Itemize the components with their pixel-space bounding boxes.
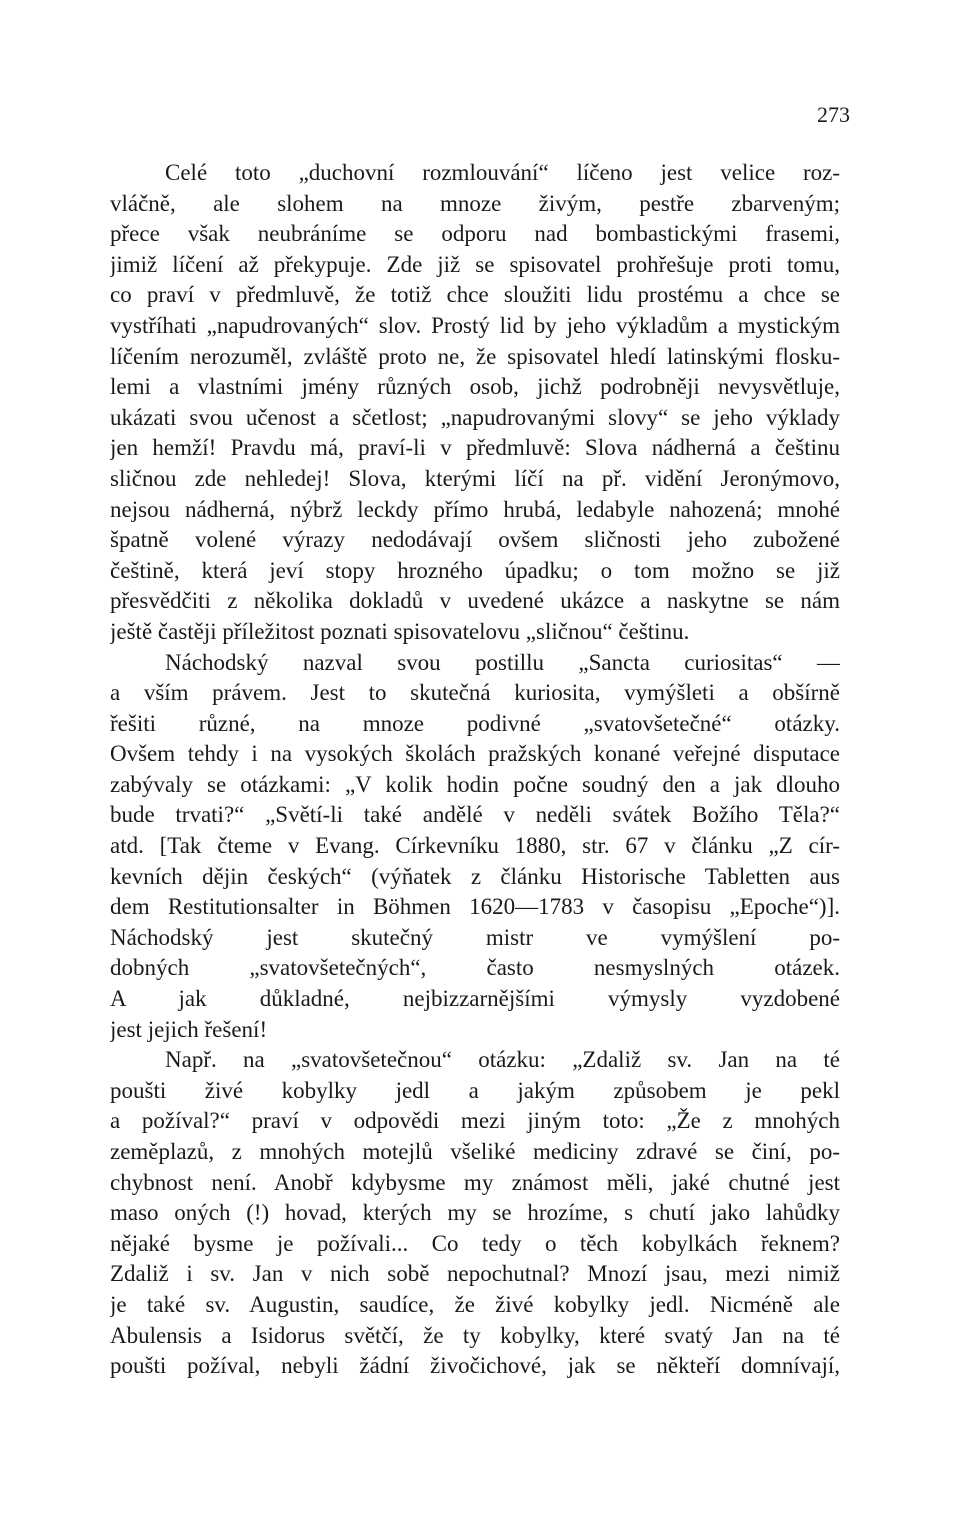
text-line: co praví v předmluvě, že totiž chce sloužiti lidu prostému a chce se xyxy=(110,282,840,308)
text-line: Zdaliž i sv. Jan v nich sobě nepochutnal? Mnozí jsau, mezi nimiž xyxy=(110,1261,840,1287)
text-line: lemi a vlastními jmény různých osob, jichž podrobněji nevysvětluje, xyxy=(110,374,840,400)
text-line: Např. na „svatovšetečnou“ otázku: „Zdaliž sv. Jan na té xyxy=(165,1047,840,1073)
page-number: 273 xyxy=(817,102,850,127)
text-line: líčením nerozuměl, zvláště proto ne, že spisovatel hledí latinskými flosku- xyxy=(110,343,840,369)
text-line: zeměplazů, z mnohých motejlů všeliké mediciny zdravé se činí, po- xyxy=(110,1139,840,1164)
text-line: poušti živé kobylky jedl a jakým způsobem je pekl xyxy=(110,1077,840,1103)
text-line: vláčně, ale slohem na mnoze živým, pestře zbarveným; xyxy=(110,190,840,216)
text-line: je také sv. Augustin, saudíce, že živé kobylky jedl. Nicméně ale xyxy=(110,1291,840,1317)
text-line: špatně volené výrazy nedodávají ovšem sličnosti jeho zubožené xyxy=(110,527,840,553)
text-line: dobných „svatovšetečných“, často nesmyslných otázek. xyxy=(110,955,840,981)
text-line: Celé toto „duchovní rozmlouvání“ líčeno jest velice roz- xyxy=(165,160,840,185)
text-line: přesvědčiti z několika dokladů v uvedené ukázce a naskytne se nám xyxy=(110,588,840,614)
text-line: nejsou nádherná, nýbrž leckdy přímo hrubá, ledabyle nahozená; mnohé xyxy=(110,496,840,522)
text-line: bude trvati?“ „Světí-li také andělé v neděli svátek Božího Těla?“ xyxy=(110,802,840,828)
text-line: přece však neubráníme se odporu nad bombastickými frasemi, xyxy=(110,221,840,247)
text-line: dem Restitutionsalter in Böhmen 1620—1783 v časopisu „Epoche“)]. xyxy=(110,894,840,920)
text-line: poušti požíval, nebyli žádní živočichové, jak se někteří domnívají, xyxy=(110,1353,840,1379)
text-line: jen hemží! Pravdu má, praví-li v předmluvě: Slova nádherná a češtinu xyxy=(110,435,840,461)
text-line: Abulensis a Isidorus světčí, že ty kobylky, které svatý Jan na té xyxy=(110,1322,840,1348)
text-line: maso oných (!) hovad, kterých my se hrozíme, s chutí jako lahůdky xyxy=(110,1200,840,1226)
text-line: ještě častěji příležitost poznati spisovatelovu „sličnou“ češtinu. xyxy=(110,618,690,644)
text-line: nějaké bysme je požívali... Co tedy o těch kobylkách řeknem? xyxy=(110,1230,840,1256)
text-line: jest jejich řešení! xyxy=(110,1016,268,1042)
text-line: Náchodský jest skutečný mistr ve vymýšlení po- xyxy=(110,924,840,950)
text-line: sličnou zde nehledej! Slova, kterými líčí na př. vidění Jeronýmovo, xyxy=(110,465,840,491)
text-line: Ovšem tehdy i na vysokých školách pražských konané veřejné disputace xyxy=(110,741,840,767)
text-line: a požíval?“ praví v odpovědi mezi jiným toto: „Že z mnohých xyxy=(110,1108,840,1134)
text-line: zabývaly se otázkami: „V kolik hodin počne soudný den a jak dlouho xyxy=(110,771,840,797)
text-line: češtině, která jeví stopy hrozného úpadku; o tom možno se již xyxy=(110,557,840,583)
text-line: řešiti různé, na mnoze podivné „svatovšetečné“ otázky. xyxy=(110,710,840,736)
text-line: A jak důkladné, nejbizzarnějšími výmysly vyzdobené xyxy=(110,986,840,1012)
text-line: chybnost není. Anobř kdybysme my známost měli, jaké chutné jest xyxy=(110,1169,840,1195)
text-line: ukázati svou učenost a sčetlost; „napudrovanými slovy“ se jeho výklady xyxy=(110,404,840,430)
text-line: vystříhati „napudrovaných“ slov. Prostý lid by jeho výkladům a mystickým xyxy=(110,312,840,338)
text-line: a vším právem. Jest to skutečná kuriosita, vymýšleti a obšírně xyxy=(110,680,840,706)
text-line: kevních dějin českých“ (výňatek z článku Historische Tabletten aus xyxy=(110,863,840,889)
text-line: atd. [Tak čteme v Evang. Církevníku 1880, str. 67 v článku „Z cír- xyxy=(110,833,840,859)
text-line: jimiž líčení až překypuje. Zde již se spisovatel prohřešuje proti tomu, xyxy=(110,251,840,277)
body-text xyxy=(110,158,840,1382)
text-line: Náchodský nazval svou postillu „Sancta curiositas“ — xyxy=(165,649,840,675)
